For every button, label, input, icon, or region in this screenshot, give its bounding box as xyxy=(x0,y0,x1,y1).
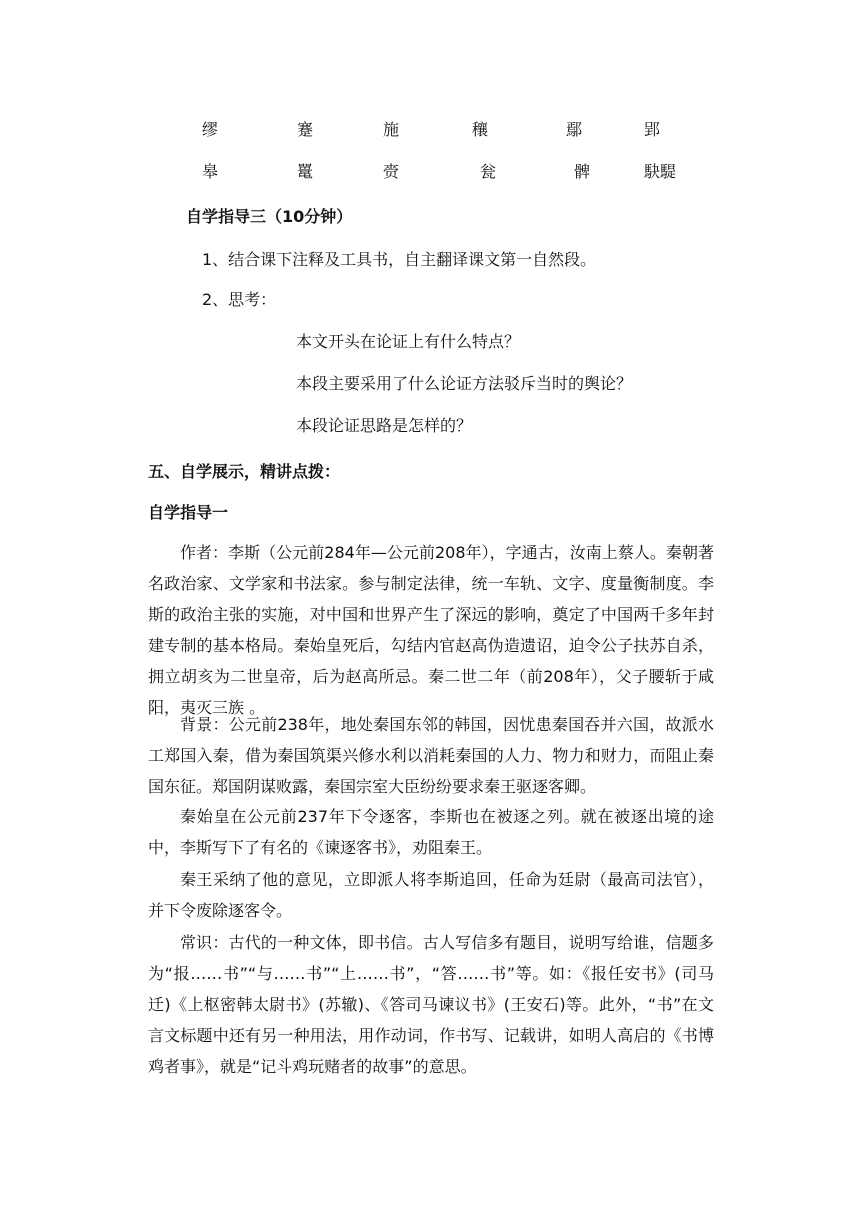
knowledge-paragraph xyxy=(148,927,714,1082)
vocab-char: 鼍 xyxy=(297,162,314,181)
guide3-heading: 自学指导三（10分钟） xyxy=(186,207,353,226)
vocab-char: 駃騠 xyxy=(644,162,677,181)
vocab-char: 缪 xyxy=(202,120,219,139)
author-paragraph xyxy=(148,537,714,723)
accept-text: 秦王采纳了他的意见，立即派人将李斯追回，任命为廷尉（最高司法官），并下令废除逐客令。 xyxy=(148,870,714,920)
vocab-char: 鄢 xyxy=(566,120,583,139)
knowledge-text: 常识：古代的一种文体，即书信。古人写信多有题目，说明写给谁，信题多为“报……书”“与……书”“上……书”，“答……书”等。如：《报任安书》(司马迁)《上枢密韩太尉书》(苏辙)、《答司马谏议书》(王安石)等。此外，“书”在文言文标题中还有另一种用法，用作动词，作书写、记载讲，如明人高启的《书博鸡者事》，就是“记斗鸡玩赌者的故事”的意思。 xyxy=(148,933,714,1076)
section-heading: 五、自学展示，精讲点拨： xyxy=(148,462,341,481)
guide3-question-1: 本文开头在论证上有什么特点？ xyxy=(296,332,521,351)
accept-paragraph xyxy=(148,864,714,926)
vocab-char: 瓮 xyxy=(480,162,497,181)
guide1-heading: 自学指导一 xyxy=(148,503,229,522)
vocab-char: 郢 xyxy=(644,120,661,139)
vocab-row-2 xyxy=(0,160,860,190)
guide3-item-1: 1、结合课下注释及工具书，自主翻译课文第一自然段。 xyxy=(202,250,597,269)
guide3-question-2: 本段主要采用了什么论证方法驳斥当时的舆论？ xyxy=(296,374,633,393)
expel-text: 秦始皇在公元前237年下令逐客，李斯也在被逐之列。就在被逐出境的途中，李斯写下了有名的《谏逐客书》，劝阻秦王。 xyxy=(148,807,714,857)
vocab-char: 蹇 xyxy=(297,120,314,139)
vocab-char: 穰 xyxy=(472,120,489,139)
guide3-question-3: 本段论证思路是怎样的？ xyxy=(296,416,473,435)
vocab-char: 皋 xyxy=(202,162,219,181)
guide3-item-2: 2、思考： xyxy=(202,290,277,309)
background-text: 背景：公元前238年，地处秦国东邻的韩国，因忧患秦国吞并六国，故派水工郑国入秦，借为秦国筑渠兴修水利以消耗秦国的人力、物力和财力，而阻止秦国东征。郑国阴谋败露，秦国宗室大臣纷纷要求秦王驱逐客卿。 xyxy=(148,715,714,796)
background-paragraph xyxy=(148,709,714,802)
author-text: 作者：李斯（公元前284年—公元前208年），字通古，汝南上蔡人。秦朝著名政治家、文学家和书法家。参与制定法律，统一车轨、文字、度量衡制度。李斯的政治主张的实施，对中国和世界产生了深远的影响，奠定了中国两千多年封建专制的基本格局。秦始皇死后，勾结内官赵高伪造遗诏，迫令公子扶苏自杀，拥立胡亥为二世皇帝，后为赵高所忌。秦二世二年（前208年），父子腰斩于咸阳，夷灭三族 。 xyxy=(148,543,714,717)
expel-paragraph xyxy=(148,801,714,863)
vocab-char: 赍 xyxy=(383,162,400,181)
vocab-char: 施 xyxy=(383,120,400,139)
vocab-row-1 xyxy=(0,118,860,148)
vocab-char: 髀 xyxy=(574,162,591,181)
